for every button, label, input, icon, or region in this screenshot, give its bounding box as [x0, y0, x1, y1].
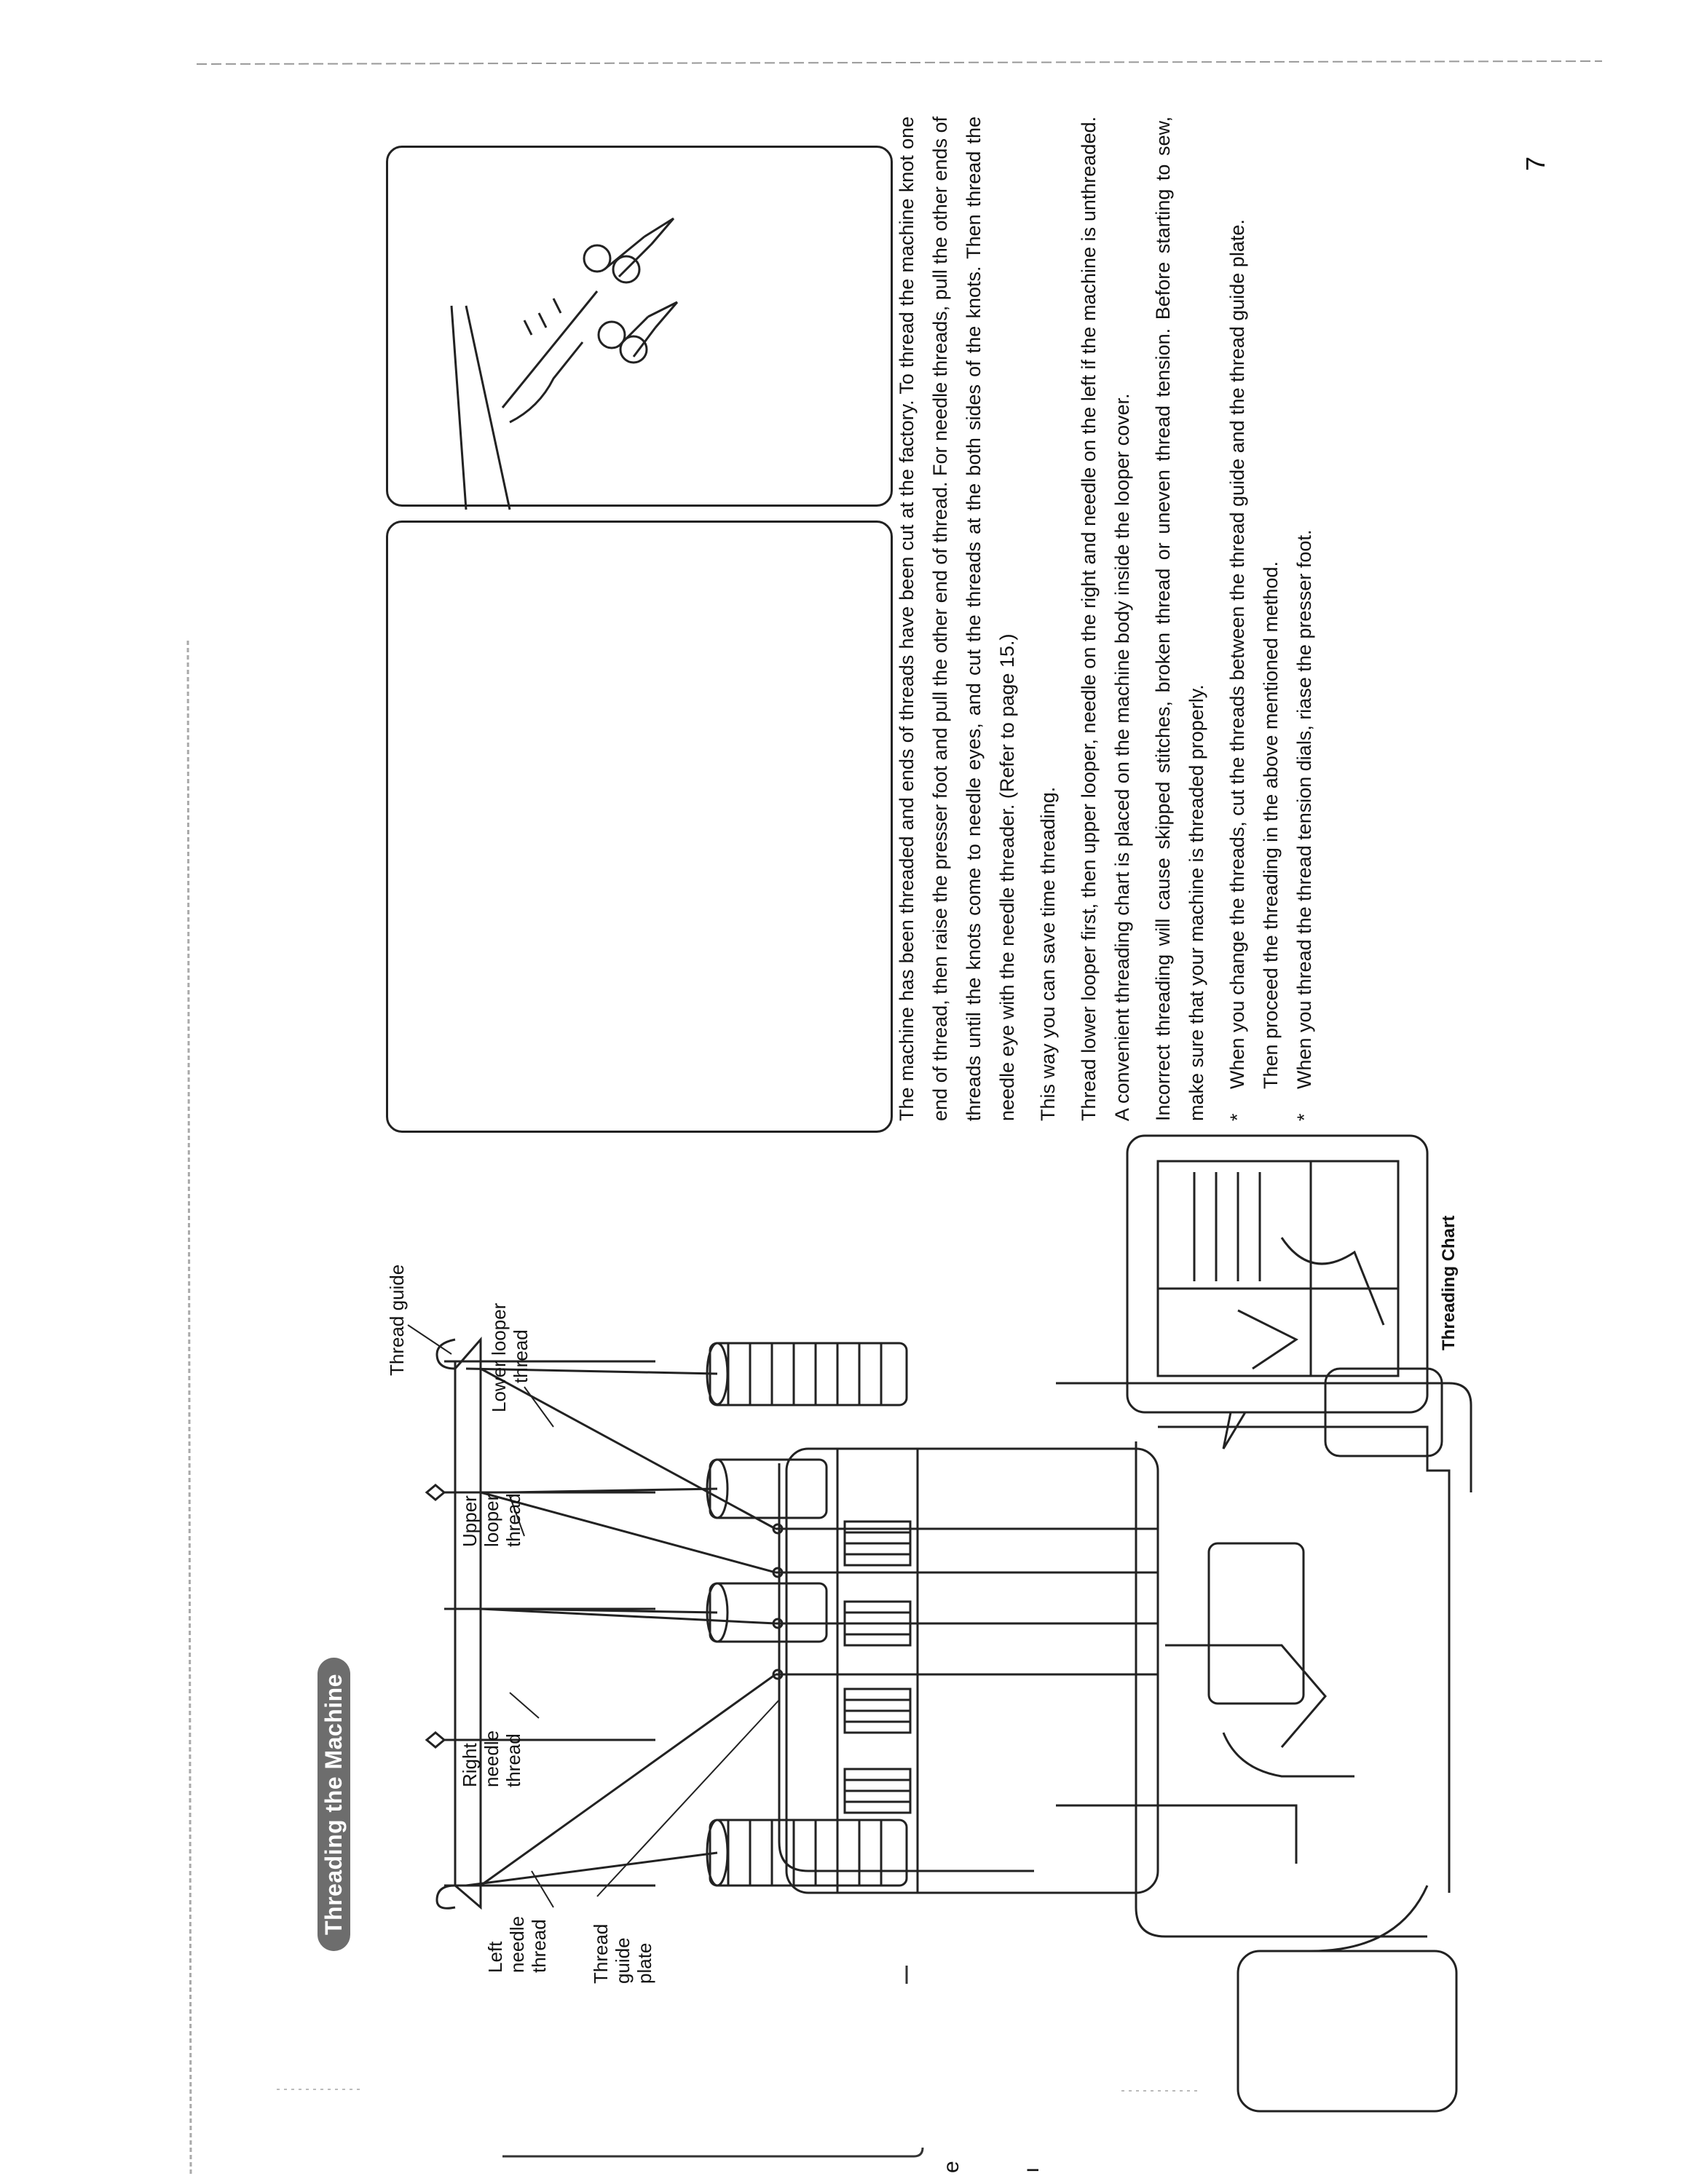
scan-left-edge	[188, 641, 191, 2177]
paragraph-save-time: This way you can save time threading.	[1037, 786, 1059, 1121]
note-line: When you thread the thread tension dials, riase the presser foot.	[1293, 529, 1315, 1089]
section-title-wrapper	[318, 1658, 350, 1951]
label-right-needle-thread: Right needle thread	[459, 1730, 524, 1787]
label-thread-guide-plate: Thread guide plate	[590, 1923, 655, 1984]
note-tension-dials	[1287, 116, 1321, 1121]
note-change-threads	[1220, 116, 1287, 1121]
threading-chart-inset	[1127, 1136, 1427, 1449]
label-upper-looper-thread: Upper looper thread	[459, 1493, 524, 1547]
label-lower-looper-thread: Lower looper thread	[488, 1302, 532, 1412]
overlock-machine-illustration	[427, 1340, 1471, 2111]
section-title: Threading the Machine	[318, 1658, 350, 1951]
margin-mark-e: e	[939, 2161, 963, 2173]
note-marker: *	[1226, 1113, 1248, 1121]
note-marker: *	[1293, 1113, 1315, 1121]
paragraph-factory-threaded: The machine has been threaded and ends of threads have been cut at the factory. To thread the machine knot one end of thread, then raise the presser foot and pull the other end of thread. For needle threads, pull the other ends of threads until the knots come to needle eyes, and cut the threads at the both sides of the knots. Then thread the needle eye with the needle threader. (Refer to page 15.)	[896, 116, 1018, 1121]
scissors-figure	[386, 146, 893, 507]
label-left-needle-thread: Left needle thread	[484, 1915, 550, 1973]
instruction-text	[890, 116, 1321, 1121]
label-threading-chart: Threading Chart	[1439, 1215, 1459, 1350]
paragraph-incorrect-threading: Incorrect threading will cause skipped stitches, broken thread or uneven thread tension. Before starting to sew, make sure that your machine is threaded properly.	[1152, 116, 1207, 1121]
label-thread-guide: Thread guide	[386, 1264, 408, 1376]
machine-threads-figure	[386, 521, 893, 1133]
note-line: Then proceed the threading in the above mentioned method.	[1260, 561, 1282, 1089]
scan-edge-line	[197, 61, 1602, 64]
paragraph-threading-order: Thread lower looper first, then upper looper, needle on the right and needle on the left if the machine is unthreaded. A convenient threading chart is placed on the machine body inside the looper cover.	[1078, 116, 1133, 1121]
note-line: When you change the threads, cut the threads between the thread guide and the thread guide plate.	[1226, 219, 1248, 1089]
margin-mark-i: ı	[1019, 2167, 1044, 2173]
page-number: 7	[1521, 156, 1550, 171]
